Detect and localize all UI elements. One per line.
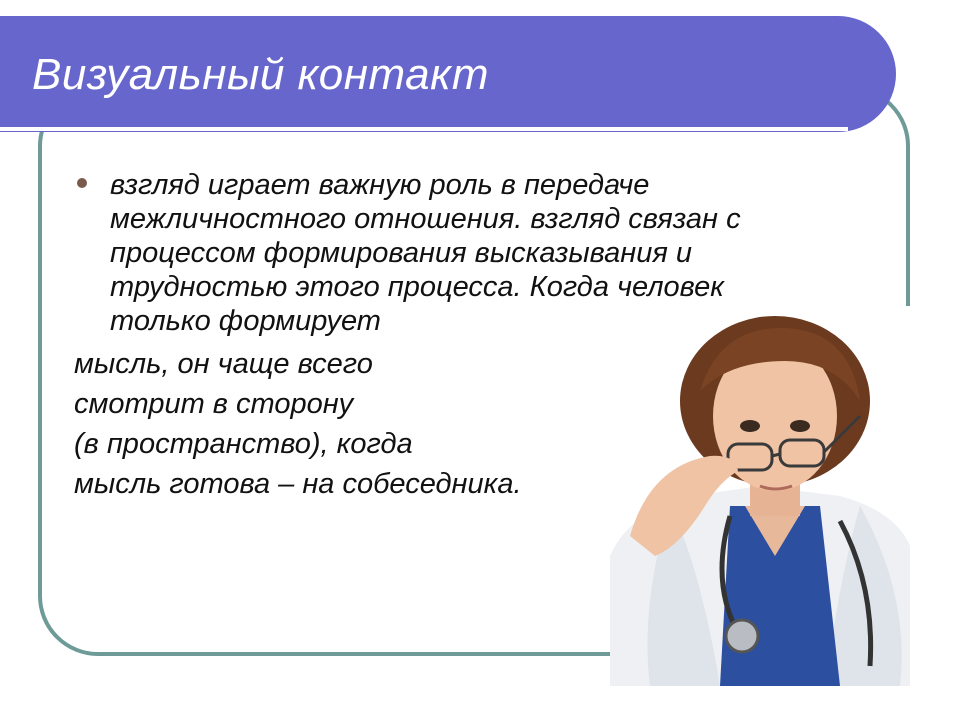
title-underline [0, 127, 848, 131]
bullet-line: только формирует [110, 305, 381, 337]
bullet-line: межличностного отношения. взгляд связан с [110, 203, 741, 235]
bullet-icon [77, 178, 87, 188]
slide-title: Визуальный контакт [32, 50, 490, 99]
doctor-photo [610, 306, 910, 686]
bullet-line: взгляд играет важную роль в передаче [110, 169, 650, 201]
continuation-line: (в пространство), когда [74, 428, 413, 460]
continuation-paragraph [74, 344, 522, 504]
doctor-illustration [610, 306, 910, 686]
continuation-line: мысль, он чаще всего [74, 348, 373, 380]
bullet-line: трудностью этого процесса. Когда человек [110, 271, 724, 303]
continuation-line: смотрит в сторону [74, 388, 354, 420]
bullet-line: процессом формирования высказывания и [110, 237, 693, 269]
continuation-line: мысль готова – на собеседника. [74, 468, 522, 500]
